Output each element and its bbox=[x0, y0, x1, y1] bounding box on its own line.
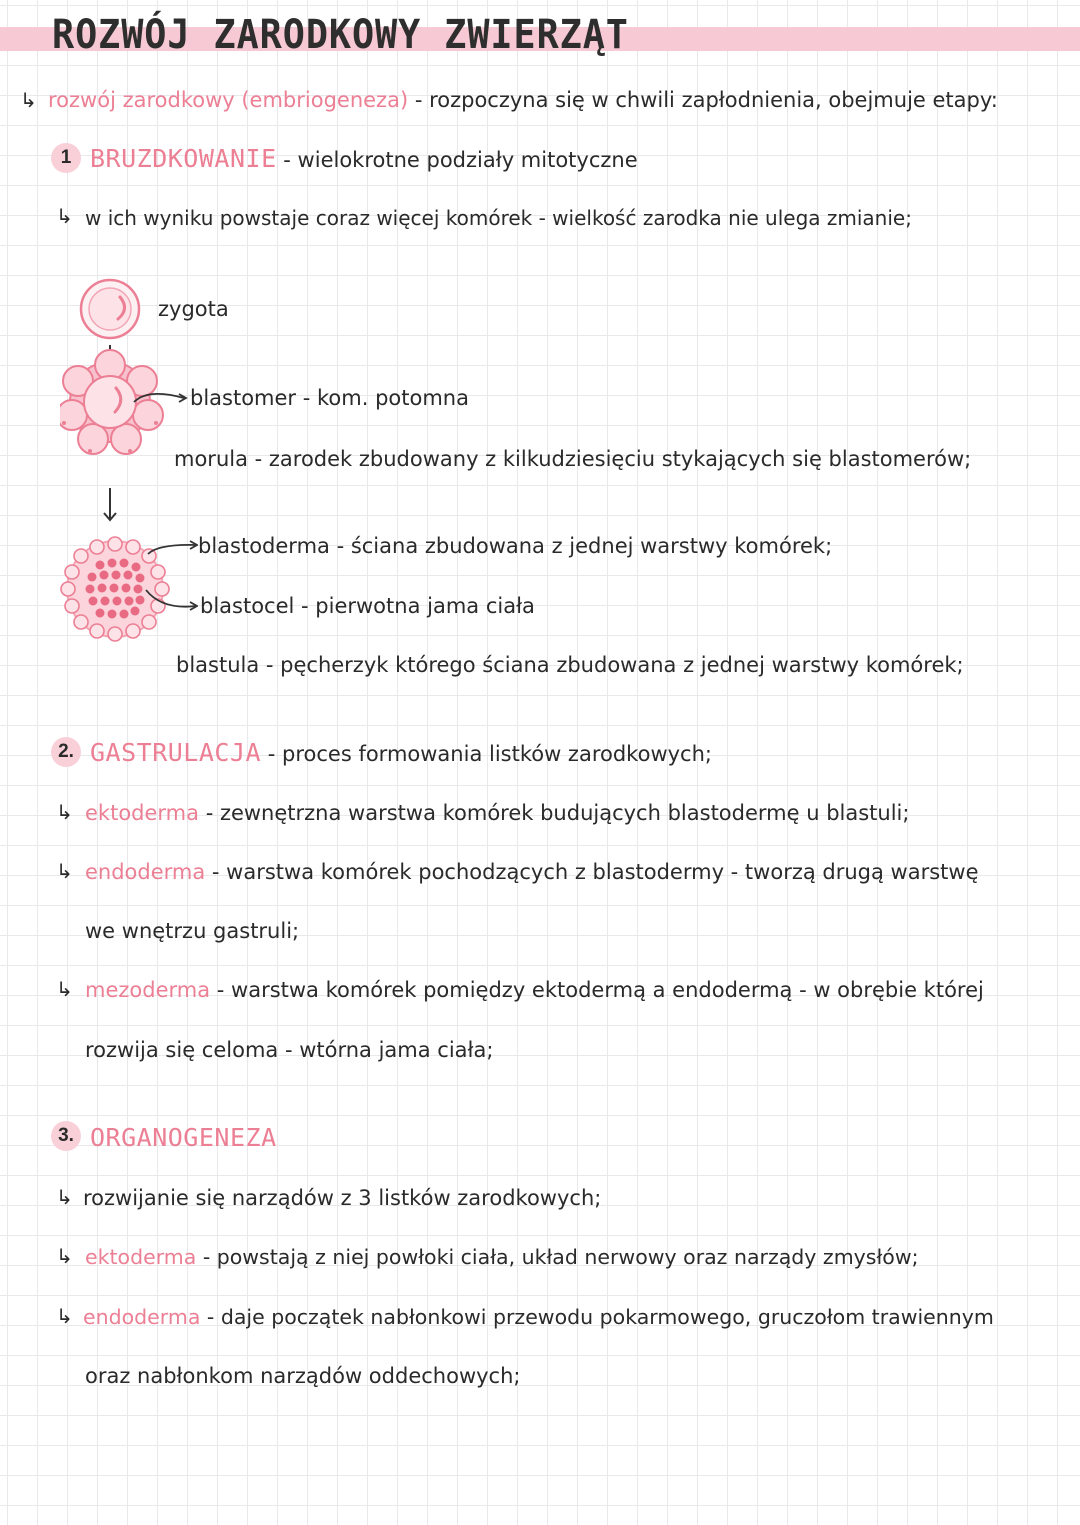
term-endoderma: endoderma bbox=[85, 860, 206, 884]
stage2-number: 2. bbox=[51, 737, 81, 767]
stage2-item-endoderma bbox=[85, 860, 979, 884]
return-arrow-icon: ↳ bbox=[56, 1244, 73, 1268]
stage2-item-ektoderma bbox=[85, 801, 909, 825]
down-arrow-icon bbox=[104, 488, 116, 520]
diagram-pointer-arrows bbox=[128, 380, 198, 620]
blastomer-label: blastomer - kom. potomna bbox=[190, 386, 469, 410]
blastula-label: blastula - pęcherzyk którego ściana zbudowana z jednej warstwy komórek; bbox=[176, 653, 964, 677]
return-arrow-icon: ↳ bbox=[56, 859, 73, 883]
zygote-drawing bbox=[81, 280, 139, 338]
zygota-label: zygota bbox=[158, 297, 229, 321]
item-text: - powstają z niej powłoki ciała, układ nerwowy oraz narządy zmysłów; bbox=[196, 1245, 919, 1269]
term-ektoderma: ektoderma bbox=[85, 1245, 197, 1269]
return-arrow-icon: ↳ bbox=[56, 800, 73, 824]
stage3-item-ektoderma bbox=[85, 1245, 919, 1269]
term-mezoderma: mezoderma bbox=[85, 978, 211, 1002]
stage3-item-endoderma-cont: oraz nabłonkom narządów oddechowych; bbox=[85, 1364, 521, 1388]
page-title: ROZWÓJ ZARODKOWY ZWIERZĄT bbox=[52, 12, 629, 58]
stage1-number: 1 bbox=[51, 143, 81, 173]
item-text: - warstwa komórek pomiędzy ektodermą a endodermą - w obrębie której bbox=[210, 978, 984, 1002]
stage2-item-mezoderma-cont: rozwija się celoma - wtórna jama ciała; bbox=[85, 1038, 494, 1062]
item-text: - warstwa komórek pochodzących z blastodermy - tworzą drugą warstwę bbox=[205, 860, 979, 884]
stage3-number: 3. bbox=[51, 1121, 81, 1151]
item-text: - daje początek nabłonkowi przewodu pokarmowego, gruczołom trawiennym bbox=[200, 1305, 994, 1329]
stage2-heading-line bbox=[90, 738, 712, 767]
stage2-heading: GASTRULACJA bbox=[90, 738, 262, 767]
term-ektoderma: ektoderma bbox=[85, 801, 200, 825]
return-arrow-icon: ↳ bbox=[56, 1185, 73, 1209]
stage2-desc: - proces formowania listków zarodkowych; bbox=[261, 742, 712, 766]
stage2-item-endoderma-cont: we wnętrzu gastruli; bbox=[85, 919, 300, 943]
stage1-heading-line bbox=[90, 144, 638, 173]
return-arrow-icon: ↳ bbox=[56, 1304, 73, 1328]
return-arrow-icon: ↳ bbox=[20, 88, 37, 112]
return-arrow-icon: ↳ bbox=[56, 977, 73, 1001]
term-endoderma: endoderma bbox=[83, 1305, 201, 1329]
stage3-item-endoderma bbox=[83, 1305, 994, 1329]
stage3-desc: rozwijanie się narządów z 3 listków zarodkowych; bbox=[83, 1186, 602, 1210]
stage1-heading: BRUZDKOWANIE bbox=[90, 144, 277, 173]
stage3-heading-line bbox=[90, 1123, 277, 1152]
stage2-item-mezoderma bbox=[85, 978, 984, 1002]
stage1-desc: - wielokrotne podziały mitotyczne bbox=[276, 148, 638, 172]
morula-label: morula - zarodek zbudowany z kilkudziesięciu stykających się blastomerów; bbox=[174, 447, 972, 471]
intro-text: - rozpoczyna się w chwili zapłodnienia, obejmuje etapy: bbox=[408, 88, 998, 112]
item-text: - zewnętrzna warstwa komórek budujących blastodermę u blastuli; bbox=[199, 801, 910, 825]
stage3-heading: ORGANOGENEZA bbox=[90, 1123, 277, 1152]
blastoderma-label: blastoderma - ściana zbudowana z jednej warstwy komórek; bbox=[198, 534, 833, 558]
blastocel-label: blastocel - pierwotna jama ciała bbox=[200, 594, 535, 618]
return-arrow-icon: ↳ bbox=[56, 204, 73, 228]
intro-line bbox=[48, 88, 998, 112]
intro-term: rozwój zarodkowy (embriogeneza) bbox=[48, 88, 409, 112]
stage1-note: w ich wyniku powstaje coraz więcej komórek - wielkość zarodka nie ulega zmianie; bbox=[85, 206, 912, 230]
